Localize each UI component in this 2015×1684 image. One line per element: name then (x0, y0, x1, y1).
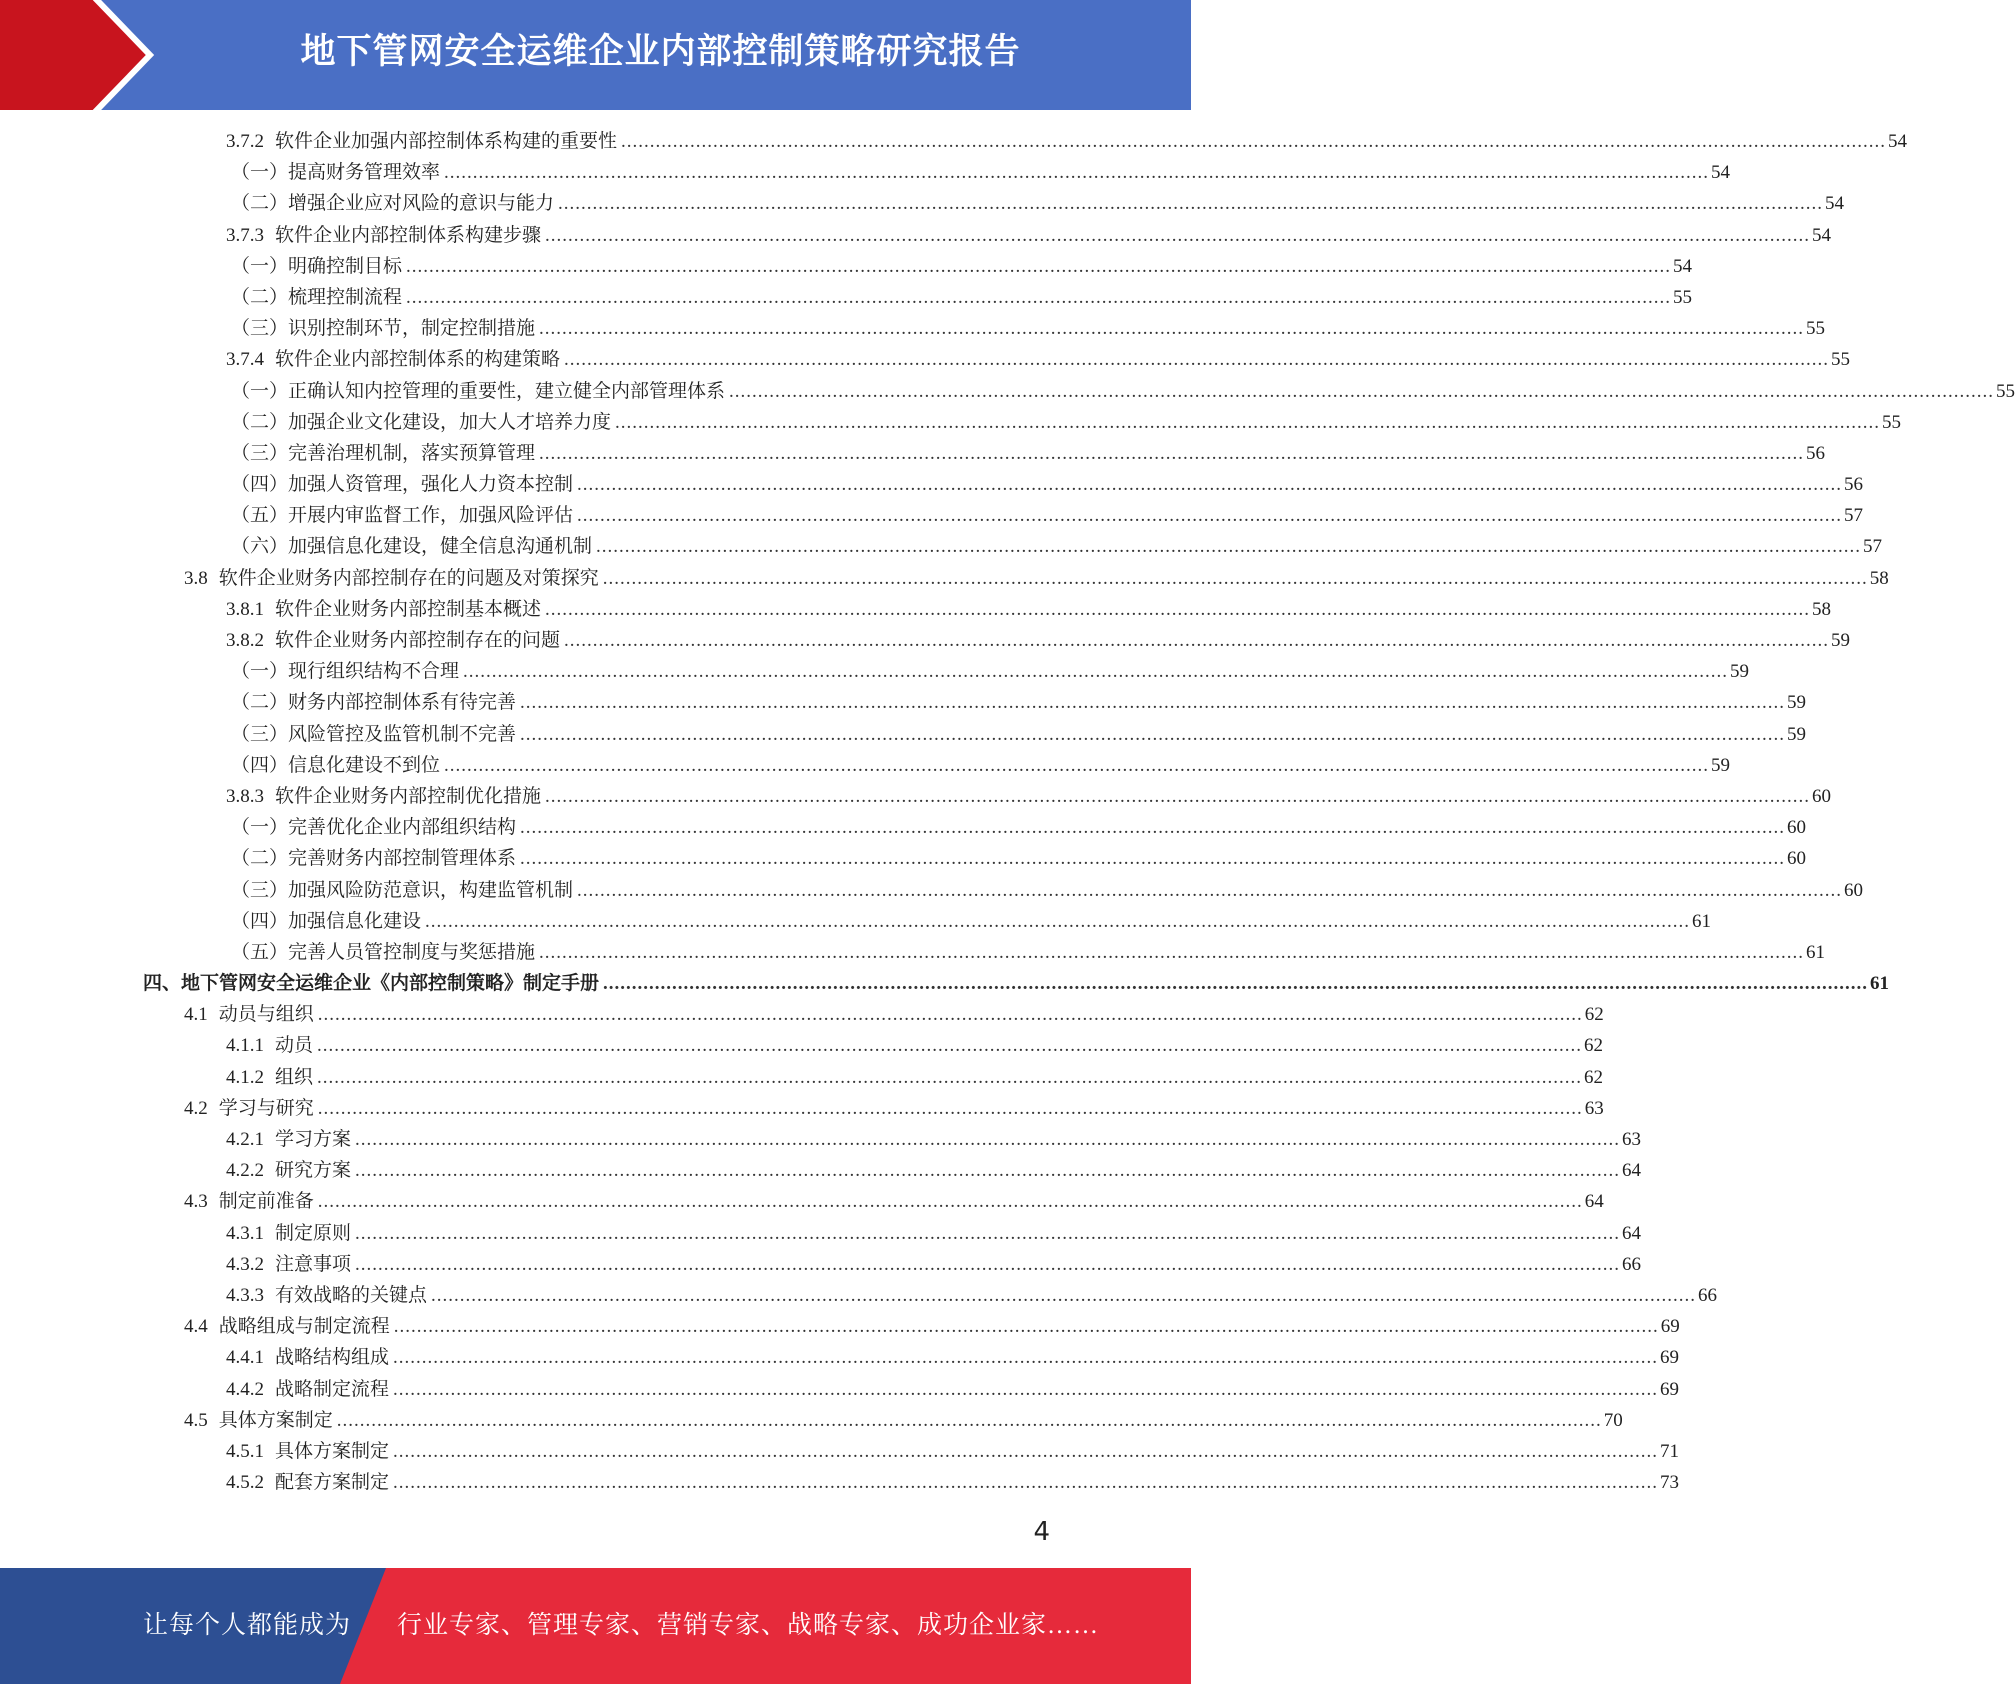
toc-entry-page: 63 (1622, 1129, 1642, 1150)
toc-entry-title: （五）完善人员管控制度与奖惩措施 (231, 941, 536, 963)
toc-entry-number: 4.3 (184, 1191, 208, 1213)
toc-entry[interactable] (0, 438, 1826, 469)
toc-entry-content (231, 157, 1731, 188)
toc-entry[interactable] (0, 251, 1693, 282)
toc-entry-page: 73 (1660, 1472, 1680, 1494)
toc-entry-title: （二）加强企业文化建设，加大人才培养力度 (231, 411, 612, 433)
toc-entry-title: 配套方案制定 (275, 1472, 390, 1494)
page-footer (0, 1568, 1191, 1684)
toc-entry-page: 57 (1844, 505, 1864, 527)
dot-leader: ............................................................................................................................................................................................................................ (545, 224, 1811, 246)
toc-entry-page: 60 (1787, 817, 1807, 839)
toc-entry-number: 3.8.2 (226, 630, 264, 651)
dot-leader: ............................................................................................................................................................................................................................ (317, 1191, 1583, 1213)
toc-entry-title: （六）加强信息化建设，健全信息沟通机制 (231, 536, 593, 558)
toc-entry-content (231, 282, 1693, 313)
dot-leader: ............................................................................................................................................................................................................................ (596, 536, 1862, 558)
dot-leader: ............................................................................................................................................................................................................................ (355, 1222, 1621, 1244)
toc-entry-content (226, 625, 1851, 656)
toc-entry-title: 软件企业财务内部控制存在的问题 (275, 630, 561, 651)
toc-entry-content (231, 531, 1883, 562)
toc-entry[interactable] (0, 1405, 1623, 1436)
toc-entry-title: 软件企业财务内部控制基本概述 (275, 598, 542, 620)
toc-entry-title: 战略制定流程 (275, 1378, 390, 1400)
report-title: 地下管网安全运维企业内部控制策略研究报告 (300, 32, 1021, 72)
toc-entry-page: 69 (1660, 1316, 1680, 1338)
toc-entry-content (231, 906, 1712, 937)
dot-leader: ............................................................................................................................................................................................................................ (317, 1035, 1583, 1057)
toc-entry-number: 4.2.2 (226, 1160, 264, 1182)
toc-entry[interactable] (0, 157, 1731, 188)
toc-entry-content (231, 843, 1807, 874)
toc-entry-number: 4.1.2 (226, 1066, 264, 1088)
toc-entry[interactable] (0, 999, 1604, 1030)
dot-leader: ............................................................................................................................................................................................................................ (729, 380, 1995, 402)
toc-entry-title: （四）加强信息化建设 (231, 910, 422, 932)
toc-entry[interactable] (0, 812, 1807, 843)
toc-entry-page: 62 (1584, 1035, 1604, 1057)
toc-entry-content (226, 1124, 1642, 1155)
toc-entry-title: （四）信息化建设不到位 (231, 754, 441, 776)
toc-entry-content (184, 563, 1889, 594)
toc-entry-content (231, 812, 1807, 843)
toc-entry-title: （三）识别控制环节，制定控制措施 (231, 318, 536, 340)
toc-entry-page: 71 (1660, 1440, 1680, 1462)
toc-entry-number: 4.2 (184, 1097, 208, 1119)
toc-entry-content (226, 1436, 1680, 1467)
dot-leader: ............................................................................................................................................................................................................................ (602, 567, 1868, 589)
dot-leader: ............................................................................................................................................................................................................................ (615, 411, 1881, 433)
toc-entry-page: 60 (1787, 848, 1807, 870)
toc-entry[interactable] (0, 1186, 1604, 1217)
toc-entry-title: 软件企业内部控制体系构建步骤 (275, 224, 542, 246)
toc-entry[interactable] (0, 719, 1807, 750)
footer-slogan-right: 行业专家、管理专家、营销专家、战略专家、成功企业家…… (397, 1612, 1100, 1639)
toc-entry-content (231, 313, 1826, 344)
toc-entry-number: 3.7.4 (226, 349, 264, 371)
toc-entry-title: 动员与组织 (218, 1004, 314, 1026)
toc-entry-content (226, 1030, 1604, 1061)
dot-leader: ............................................................................................................................................................................................................................ (393, 1347, 1659, 1369)
dot-leader: ............................................................................................................................................................................................................................ (545, 785, 1811, 807)
toc-entry[interactable] (0, 1374, 1680, 1405)
dot-leader: ............................................................................................................................................................................................................................ (393, 1378, 1659, 1400)
toc-entry[interactable] (0, 1124, 1642, 1155)
toc-entry-page: 54 (1673, 255, 1693, 277)
dot-leader: ............................................................................................................................................................................................................................ (431, 1284, 1697, 1306)
toc-entry-page: 54 (1711, 162, 1731, 184)
toc-entry-page: 66 (1698, 1284, 1718, 1306)
dot-leader: ............................................................................................................................................................................................................................ (564, 349, 1830, 371)
toc-entry-title: 有效战略的关键点 (275, 1284, 428, 1306)
toc-entry-page: 64 (1584, 1191, 1604, 1213)
toc-entry-number: 3.7.3 (226, 224, 264, 246)
toc-entry-content (226, 1374, 1680, 1405)
toc-entry-page: 55 (1831, 349, 1851, 371)
toc-entry-content (231, 750, 1731, 781)
toc-entry[interactable] (0, 188, 1845, 219)
toc-entry-page: 59 (1787, 692, 1807, 714)
toc-entry-number: 3.8.1 (226, 598, 264, 620)
toc-entry-number: 4.3.3 (226, 1284, 264, 1306)
dot-leader: ............................................................................................................................................................................................................................ (355, 1160, 1621, 1182)
toc-entry-page: 55 (1673, 286, 1693, 308)
dot-leader: ............................................................................................................................................................................................................................ (425, 910, 1691, 932)
dot-leader: ............................................................................................................................................................................................................................ (393, 1472, 1659, 1494)
toc-entry-title: 制定前准备 (218, 1191, 314, 1213)
toc-entry-page: 58 (1869, 567, 1889, 589)
toc-entry-number: 4.5.1 (226, 1440, 264, 1462)
dot-leader: ............................................................................................................................................................................................................................ (539, 442, 1805, 464)
toc-entry-content (226, 1249, 1642, 1280)
toc-entry-title: 具体方案制定 (218, 1409, 333, 1431)
toc-entry-number: 3.8 (184, 567, 208, 589)
toc-entry-page: 64 (1622, 1160, 1642, 1182)
toc-entry-page: 54 (1888, 131, 1908, 152)
dot-leader: ............................................................................................................................................................................................................................ (406, 255, 1672, 277)
toc-entry[interactable] (0, 1342, 1680, 1373)
dot-leader: ............................................................................................................................................................................................................................ (444, 162, 1710, 184)
dot-leader: ............................................................................................................................................................................................................................ (406, 286, 1672, 308)
toc-entry[interactable] (0, 563, 1889, 594)
toc-entry-content (226, 344, 1851, 375)
toc-entry-title: 软件企业财务内部控制优化措施 (275, 785, 542, 807)
toc-entry-title: 制定原则 (275, 1222, 352, 1244)
toc-entry-page: 59 (1730, 661, 1750, 683)
toc-entry-title: （一）明确控制目标 (231, 255, 403, 277)
toc-entry[interactable] (0, 594, 1832, 625)
toc-entry-title: 学习与研究 (218, 1097, 314, 1119)
dot-leader: ............................................................................................................................................................................................................................ (621, 131, 1887, 152)
dot-leader: ............................................................................................................................................................................................................................ (336, 1409, 1602, 1431)
toc-entry-content (184, 1186, 1604, 1217)
toc-entry-page: 69 (1660, 1347, 1680, 1369)
toc-entry[interactable] (0, 531, 1883, 562)
toc-entry-page: 59 (1711, 754, 1731, 776)
toc-entry[interactable] (0, 750, 1731, 781)
toc-entry-page: 62 (1584, 1004, 1604, 1026)
toc-entry-title: （三）完善治理机制，落实预算管理 (231, 442, 536, 464)
toc-entry-number: 4.4 (184, 1316, 208, 1338)
toc-entry-number: 3.8.3 (226, 785, 264, 807)
toc-entry[interactable] (0, 500, 1864, 531)
toc-entry[interactable] (0, 875, 1864, 906)
toc-entry-page: 61 (1806, 941, 1826, 963)
toc-entry[interactable] (0, 656, 1750, 687)
toc-entry-page: 59 (1787, 723, 1807, 745)
toc-entry[interactable] (0, 1030, 1604, 1061)
dot-leader: ............................................................................................................................................................................................................................ (317, 1097, 1583, 1119)
toc-entry[interactable] (0, 407, 1902, 438)
toc-entry-content (226, 126, 1908, 157)
dot-leader: ............................................................................................................................................................................................................................ (444, 754, 1710, 776)
toc-entry-title: （一）提高财务管理效率 (231, 162, 441, 184)
toc-entry-content (231, 407, 1902, 438)
toc-entry-number: 4.5.2 (226, 1472, 264, 1494)
toc-entry-content (184, 1093, 1604, 1124)
toc-entry-title: （二）梳理控制流程 (231, 286, 403, 308)
page-header (0, 0, 1191, 110)
dot-leader: ............................................................................................................................................................................................................................ (317, 1004, 1583, 1026)
dot-leader: ............................................................................................................................................................................................................................ (539, 318, 1805, 340)
toc-entry-content (226, 781, 1832, 812)
toc-entry-content (226, 1342, 1680, 1373)
toc-entry-number: 4.1.1 (226, 1035, 264, 1057)
toc-entry-content (231, 875, 1864, 906)
toc-entry-page: 66 (1622, 1253, 1642, 1275)
toc-entry-page: 55 (1996, 380, 2015, 402)
toc-entry[interactable] (0, 1280, 1718, 1311)
toc-entry-page: 70 (1603, 1409, 1623, 1431)
toc-entry-title: 研究方案 (275, 1160, 352, 1182)
toc-entry[interactable] (0, 313, 1826, 344)
toc-entry[interactable] (0, 469, 1864, 500)
toc-entry-content (231, 469, 1864, 500)
toc-entry-content (231, 656, 1750, 687)
toc-entry[interactable] (0, 1062, 1604, 1093)
dot-leader: ............................................................................................................................................................................................................................ (558, 193, 1824, 215)
toc-entry-page: 61 (1692, 910, 1712, 932)
toc-entry[interactable] (0, 937, 1826, 968)
toc-entry[interactable] (0, 687, 1807, 718)
toc-entry-title: 战略结构组成 (275, 1347, 390, 1369)
dot-leader: ............................................................................................................................................................................................................................ (577, 474, 1843, 496)
toc-entry-title: 软件企业内部控制体系的构建策略 (275, 349, 561, 371)
dot-leader: ............................................................................................................................................................................................................................ (577, 505, 1843, 527)
dot-leader: ............................................................................................................................................................................................................................ (520, 723, 1786, 745)
toc-entry-content (231, 251, 1693, 282)
toc-entry[interactable] (0, 376, 2015, 407)
toc-entry-page: 63 (1584, 1097, 1604, 1119)
toc-entry-content (231, 719, 1807, 750)
toc-entry-title: 四、地下管网安全运维企业《内部控制策略》制定手册 (143, 973, 600, 995)
toc-entry-content (226, 1280, 1718, 1311)
toc-entry-number: 4.4.1 (226, 1347, 264, 1369)
toc-entry-title: （三）加强风险防范意识，构建监管机制 (231, 879, 574, 901)
footer-slogan-left: 让每个人都能成为 (143, 1612, 352, 1639)
toc-entry-title: 动员 (275, 1035, 314, 1057)
toc-entry-title: 具体方案制定 (275, 1440, 390, 1462)
toc-entry-content (231, 188, 1845, 219)
toc-entry-title: （一）正确认知内控管理的重要性，建立健全内部管理体系 (231, 380, 726, 402)
toc-entry-content (231, 687, 1807, 718)
toc-entry[interactable] (0, 1249, 1642, 1280)
toc-entry-number: 4.1 (184, 1004, 208, 1026)
dot-leader: ............................................................................................................................................................................................................................ (564, 630, 1830, 651)
toc-entry-content (226, 594, 1832, 625)
toc-entry-page: 55 (1882, 411, 1902, 433)
toc-entry-page: 60 (1844, 879, 1864, 901)
toc-entry-number: 4.5 (184, 1409, 208, 1431)
toc-entry-content (231, 376, 2015, 407)
toc-entry-page: 61 (1870, 973, 1890, 995)
toc-entry-content (226, 1062, 1604, 1093)
toc-entry-title: 组织 (275, 1066, 314, 1088)
toc-entry[interactable] (0, 1311, 1680, 1342)
toc-entry-number: 4.3.2 (226, 1253, 264, 1275)
toc-entry-content (143, 968, 1890, 999)
toc-entry[interactable] (0, 781, 1832, 812)
toc-entry[interactable] (0, 1218, 1642, 1249)
toc-entry-title: 软件企业加强内部控制体系构建的重要性 (275, 131, 618, 152)
toc-entry-content (226, 1218, 1642, 1249)
dot-leader: ............................................................................................................................................................................................................................ (545, 598, 1811, 620)
toc-entry-title: （一）现行组织结构不合理 (231, 661, 460, 683)
toc-entry[interactable] (0, 220, 1832, 251)
toc-entry[interactable] (0, 344, 1851, 375)
toc-entry-content (184, 999, 1604, 1030)
toc-entry[interactable] (0, 1436, 1680, 1467)
toc-entry[interactable] (0, 968, 1890, 999)
toc-entry-page: 58 (1812, 598, 1832, 620)
toc-entry-number: 3.7.2 (226, 131, 264, 152)
toc-entry[interactable] (0, 843, 1807, 874)
toc-entry-content (231, 937, 1826, 968)
toc-entry-page: 54 (1825, 193, 1845, 215)
toc-entry[interactable] (0, 1093, 1604, 1124)
toc-entry-title: （五）开展内审监督工作，加强风险评估 (231, 505, 574, 527)
toc-entry-number: 4.3.1 (226, 1222, 264, 1244)
toc-entry-page: 62 (1584, 1066, 1604, 1088)
toc-entry-content (231, 438, 1826, 469)
toc-entry-number: 4.4.2 (226, 1378, 264, 1400)
dot-leader: ............................................................................................................................................................................................................................ (520, 817, 1786, 839)
toc-entry-title: 战略组成与制定流程 (218, 1316, 390, 1338)
toc-entry-page: 54 (1812, 224, 1832, 246)
toc-entry-number: 4.2.1 (226, 1129, 264, 1150)
toc-entry-page: 56 (1844, 474, 1864, 496)
toc-entry-content (226, 1467, 1680, 1498)
chevron-right-icon (0, 0, 165, 110)
dot-leader: ............................................................................................................................................................................................................................ (317, 1066, 1583, 1088)
toc-entry-title: （二）完善财务内部控制管理体系 (231, 848, 517, 870)
dot-leader: ............................................................................................................................................................................................................................ (463, 661, 1729, 683)
table-of-contents (0, 126, 2015, 1498)
dot-leader: ............................................................................................................................................................................................................................ (355, 1253, 1621, 1275)
dot-leader: ............................................................................................................................................................................................................................ (355, 1129, 1621, 1150)
toc-entry-page: 64 (1622, 1222, 1642, 1244)
toc-entry-content (231, 500, 1864, 531)
toc-entry-page: 55 (1806, 318, 1826, 340)
toc-entry-page: 56 (1806, 442, 1826, 464)
dot-leader: ............................................................................................................................................................................................................................ (520, 848, 1786, 870)
toc-entry-title: 注意事项 (275, 1253, 352, 1275)
toc-entry-page: 57 (1863, 536, 1883, 558)
dot-leader: ............................................................................................................................................................................................................................ (603, 973, 1869, 995)
toc-entry-content (226, 1155, 1642, 1186)
toc-entry[interactable] (0, 1467, 1680, 1498)
toc-entry[interactable] (0, 906, 1712, 937)
dot-leader: ............................................................................................................................................................................................................................ (577, 879, 1843, 901)
toc-entry-content (226, 220, 1832, 251)
dot-leader: ............................................................................................................................................................................................................................ (539, 941, 1805, 963)
toc-entry-page: 59 (1831, 630, 1851, 651)
toc-entry-content (184, 1311, 1680, 1342)
toc-entry-title: （二）财务内部控制体系有待完善 (231, 692, 517, 714)
toc-entry-title: （三）风险管控及监管机制不完善 (231, 723, 517, 745)
dot-leader: ............................................................................................................................................................................................................................ (393, 1440, 1659, 1462)
dot-leader: ............................................................................................................................................................................................................................ (393, 1316, 1659, 1338)
toc-entry-title: 软件企业财务内部控制存在的问题及对策探究 (218, 567, 599, 589)
toc-entry-title: 学习方案 (275, 1129, 352, 1150)
toc-entry-title: （一）完善优化企业内部组织结构 (231, 817, 517, 839)
toc-entry-title: （二）增强企业应对风险的意识与能力 (231, 193, 555, 215)
toc-entry-page: 69 (1660, 1378, 1680, 1400)
toc-entry[interactable] (0, 1155, 1642, 1186)
page-number: 4 (1033, 1517, 1050, 1547)
toc-entry[interactable] (0, 282, 1693, 313)
toc-entry-title: （四）加强人资管理，强化人力资本控制 (231, 474, 574, 496)
toc-entry[interactable] (0, 126, 1908, 157)
dot-leader: ............................................................................................................................................................................................................................ (520, 692, 1786, 714)
toc-entry[interactable] (0, 625, 1851, 656)
toc-entry-content (184, 1405, 1623, 1436)
toc-entry-page: 60 (1812, 785, 1832, 807)
